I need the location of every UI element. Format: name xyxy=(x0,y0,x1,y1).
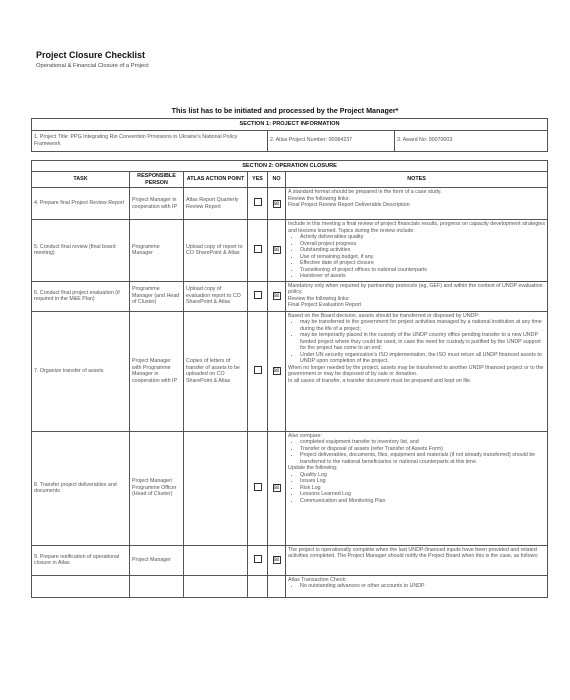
project-info-row xyxy=(32,130,548,151)
notes-line: Include in this meeting a final review of project financials results, progress on capacity development strategies and lessons learned. Topics during the review include: xyxy=(288,221,546,234)
no-checkbox[interactable]: ☒ xyxy=(273,246,280,254)
notes-line: Based on the Board decision, assets should be transferred or disposed by UNDP: xyxy=(288,312,480,319)
checklist-form xyxy=(31,118,547,598)
no-cell xyxy=(268,545,286,575)
notes-cell xyxy=(286,545,548,575)
section1-title: SECTION 1: PROJECT INFORMATION xyxy=(32,119,548,131)
list-item: • Activity deliverables quality xyxy=(300,234,545,241)
list-item: • Lessons Learned Log xyxy=(300,491,545,498)
person-cell xyxy=(130,575,184,597)
notes-list xyxy=(288,472,545,505)
project-numbers-table xyxy=(268,131,547,151)
col-person-header: RESPONSIBLE PERSON xyxy=(130,172,184,188)
table-row xyxy=(32,188,548,220)
notes-line: In all cases of transfer, a transfer document must be prepared and kept on file. xyxy=(288,377,472,384)
notes-line: Review the following links: xyxy=(288,195,350,202)
spacer-cell xyxy=(32,151,548,160)
yes-checkbox[interactable] xyxy=(254,245,262,253)
no-checkbox[interactable]: ☒ xyxy=(273,199,280,207)
list-item: • may be temporarily placed in the custody of the UNDP country office pending transfer to a new UNDP funded project where they could be used, in case the need for custody is justified by the UNDP support for the project has come to an end; xyxy=(300,332,545,352)
notes-line: The project is operationally complete when the last UNDP-financed inputs have been provided and related activities completed. The Project Manager should notify the Project Board when this is the case, as follows: xyxy=(288,546,539,559)
list-item: • Outstanding activities xyxy=(300,247,545,254)
person-cell: Project Manager/ Programme Officer (Head of Cluster) xyxy=(130,431,184,545)
atlas-project-number-field[interactable]: 2. Atlas Project Number: 00084237 xyxy=(268,131,395,151)
list-item: • Risk Log xyxy=(300,485,545,492)
yes-cell xyxy=(248,188,268,220)
notes-cell xyxy=(286,220,548,282)
no-checkbox[interactable]: ☒ xyxy=(273,556,280,563)
yes-checkbox[interactable] xyxy=(254,555,262,563)
table-row xyxy=(32,575,548,597)
person-cell: Project Manager in cooperation with IP xyxy=(130,188,184,220)
yes-checkbox[interactable] xyxy=(254,483,262,491)
project-title-field[interactable]: 1. Project Title: PPG Integrating Rio Convention Provisions in Ukraine's National Policy Framework xyxy=(32,130,268,151)
person-cell: Programme Manager xyxy=(130,220,184,282)
table-row xyxy=(32,431,548,545)
section1-header-row xyxy=(32,119,548,131)
yes-cell xyxy=(248,431,268,545)
no-cell xyxy=(268,188,286,220)
list-item: • Issues Log xyxy=(300,478,545,485)
notes-cell xyxy=(286,431,548,545)
award-number-field[interactable]: 3. Award No: 00070003 xyxy=(397,137,453,144)
list-item: • Communication and Monitoring Plan xyxy=(300,498,545,505)
task-cell: 4. Prepare final Project Review Report xyxy=(32,188,130,220)
section-spacer xyxy=(32,151,548,160)
col-yes-header: YES xyxy=(248,172,268,188)
col-task-header: TASK xyxy=(32,172,130,188)
section2-header-row xyxy=(32,160,548,172)
yes-checkbox[interactable] xyxy=(254,291,262,299)
notes-list xyxy=(288,234,545,280)
no-checkbox[interactable]: ☒ xyxy=(273,484,280,491)
notes-cell xyxy=(286,311,548,431)
document-title: Project Closure Checklist xyxy=(36,50,146,60)
list-item: • Transfer or disposal of assets (refer Transfer of Assets Form) xyxy=(300,446,545,453)
person-cell: Project Manager with Programme Manager in cooperation with IP xyxy=(130,311,184,431)
table-row xyxy=(32,311,548,431)
task-cell: 5. Conduct final review (final board meeting) xyxy=(32,220,130,282)
list-item: • Under UN security organization's ISO implementation, the ISO must return all UNDP financed assets to UNDP upon completion of the project. xyxy=(300,352,545,365)
action-cell: Copies of letters of transfer of assets to be uploaded on CO SharePoint & Atlas xyxy=(184,311,248,431)
list-item: • Overall project progress xyxy=(300,241,545,248)
notes-line: A standard format should be prepared in the form of a case study. xyxy=(288,189,442,195)
action-cell: Upload copy of evaluation report to CO SharePoint & Atlas xyxy=(184,281,248,311)
list-item: • Use of remaining budget, if any xyxy=(300,254,545,261)
notes-line: When no longer needed by the project, assets may be transferred to another UNDP financed project or to the government or may be disposed of by sale or donation. xyxy=(288,364,544,377)
yes-checkbox[interactable] xyxy=(254,366,262,374)
action-cell: Upload copy of report to CO SharePoint & Atlas xyxy=(184,220,248,282)
yes-cell xyxy=(248,311,268,431)
yes-cell xyxy=(248,281,268,311)
list-item: • No outstanding advances or other accounts to UNDP xyxy=(300,583,545,590)
notes-line: Review the following links: xyxy=(288,295,350,302)
document-header xyxy=(36,50,149,69)
notes-list xyxy=(288,583,545,590)
notes-line: Atlas Transaction Check: xyxy=(288,576,347,583)
notes-cell xyxy=(286,281,548,311)
notes-list xyxy=(288,439,545,465)
table-row xyxy=(32,220,548,282)
list-item: • Project deliverables, documents, files, equipment and materials (if not already transferred) should be transferred to the national beneficiaries or national counterparts at this time. xyxy=(300,452,545,465)
document-subtitle: Operational & Financial Closure of a Project xyxy=(36,63,149,69)
list-item: • Effective date of project closure xyxy=(300,260,545,267)
col-no-header: NO xyxy=(268,172,286,188)
no-cell xyxy=(268,431,286,545)
yes-cell xyxy=(248,220,268,282)
section2-title: SECTION 2: OPERATION CLOSURE xyxy=(32,160,548,172)
no-cell xyxy=(268,220,286,282)
project-numbers-cell xyxy=(268,130,548,151)
task-cell: 8. Transfer project deliverables and documents xyxy=(32,431,130,545)
person-cell: Programme Manager (and Head of Cluster) xyxy=(130,281,184,311)
col-notes-header: NOTES xyxy=(286,172,548,188)
notes-line: Also compare: xyxy=(288,432,322,439)
yes-cell xyxy=(248,545,268,575)
no-cell xyxy=(268,311,286,431)
notes-link[interactable]: Final Project Evaluation Report xyxy=(288,302,362,308)
action-cell xyxy=(184,575,248,597)
notes-link[interactable]: Final Project Review Report Deliverable Description xyxy=(288,202,410,208)
column-header-row xyxy=(32,172,548,188)
no-checkbox[interactable]: ☒ xyxy=(273,367,280,374)
no-checkbox[interactable]: ☒ xyxy=(273,292,280,299)
table-row xyxy=(32,281,548,311)
action-cell xyxy=(184,545,248,575)
task-cell: 6. Conduct final project evaluation (if required in the M&E Plan) xyxy=(32,281,130,311)
notes-cell xyxy=(286,575,548,597)
task-cell xyxy=(32,575,130,597)
action-cell: Atlas Report Quarterly Review Report xyxy=(184,188,248,220)
list-item: • Quality Log xyxy=(300,472,545,479)
col-action-header: ATLAS ACTION POINT xyxy=(184,172,248,188)
notes-line: Update the following: xyxy=(288,465,338,471)
person-cell: Project Manager xyxy=(130,545,184,575)
yes-cell xyxy=(248,575,268,597)
action-cell xyxy=(184,431,248,545)
task-cell: 9. Prepare notification of operational closure in Atlas xyxy=(32,545,130,575)
table-row xyxy=(32,545,548,575)
no-cell xyxy=(268,575,286,597)
list-item: • may be transferred to the government for project activities managed by a national institution at any time during the life of a project; xyxy=(300,319,545,332)
list-item: • Transitioning of project offices to national counterparts xyxy=(300,267,545,274)
list-item: • completed equipment transfer to inventory list, and xyxy=(300,439,545,446)
intro-instruction: This list has to be initiated and processed by the Project Manager* xyxy=(171,106,399,115)
task-cell: 7. Organize transfer of assets xyxy=(32,311,130,431)
list-item: • Handover of assets xyxy=(300,273,545,280)
notes-list xyxy=(288,319,545,365)
notes-line: Mandatory only when required by partnership protocols (eg, GEF) and within the context of UNDP evaluation policy. xyxy=(288,282,543,295)
yes-checkbox[interactable] xyxy=(254,198,262,206)
no-cell xyxy=(268,281,286,311)
checklist-table xyxy=(31,118,548,598)
notes-cell xyxy=(286,188,548,220)
